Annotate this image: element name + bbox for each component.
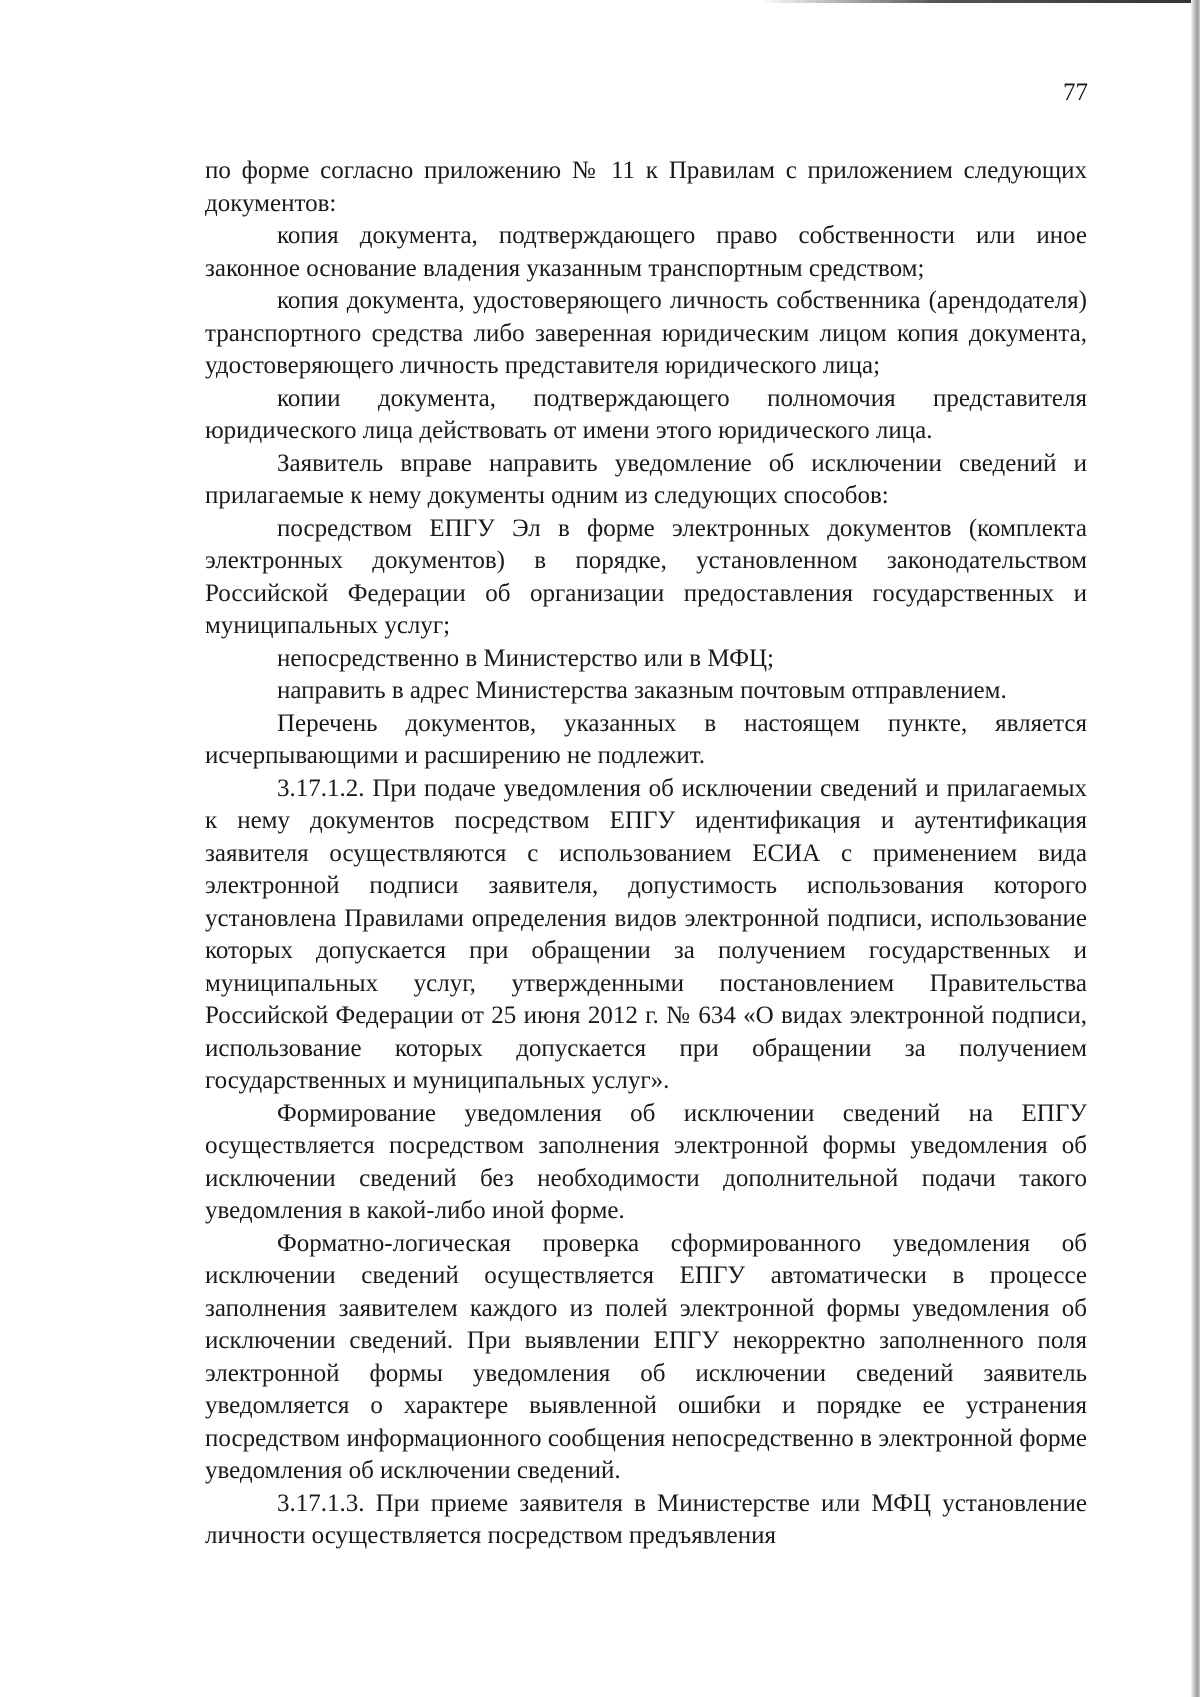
paragraph-2: копия документа, подтверждающего право собственности или иное законное основание владения указанным транспортным средством; [205, 222, 1087, 282]
paragraph-4: копии документа, подтверждающего полномочия представителя юридического лица действовать от имени этого юридического лица. [205, 384, 1087, 444]
paragraph-7: непосредственно в Министерство или в МФЦ; [277, 644, 774, 672]
paragraph-3: копия документа, удостоверяющего личность собственника (арендодателя) транспортного средства либо заверенная юридическим лицом копия документа, удостоверяющего личность представителя юридического лица; [205, 287, 1087, 379]
scan-edge-right [1191, 0, 1200, 1697]
paragraph-8: направить в адрес Министерства заказным почтовым отправлением. [277, 677, 1007, 704]
paragraph-13: 3.17.1.3. При приеме заявителя в Министерстве или МФЦ установление личности осуществляется посредством предъявления [205, 1489, 1087, 1549]
page-number: 77 [1063, 79, 1088, 106]
paragraph-12: Форматно-логическая проверка сформированного уведомления об исключении сведений осуществляется ЕПГУ автоматически в процессе заполнения заявителем каждого из полей электронной формы уведомления об исключении сведений. При выявлении ЕПГУ некорректно заполненного поля электронной формы уведомления об исключении сведений заявитель уведомляется о характере выявленной ошибки и порядке ее устранения посредством информационного сообщения непосредственно в электронной форме уведомления об исключении сведений. [205, 1229, 1087, 1484]
paragraph-11: Формирование уведомления об исключении сведений на ЕПГУ осуществляется посредством заполнения электронной формы уведомления об исключении сведений без необходимости дополнительной подачи такого уведомления в какой-либо иной форме. [205, 1099, 1087, 1224]
paragraph-1: по форме согласно приложению № 11 к Правилам с приложением следующих документов: [205, 157, 1087, 217]
document-body [205, 155, 1087, 1553]
paragraph-5: Заявитель вправе направить уведомление об исключении сведений и прилагаемые к нему документы одним из следующих способов: [205, 449, 1087, 509]
paragraph-9: Перечень документов, указанных в настоящем пункте, является исчерпывающими и расширению не подлежит. [205, 709, 1087, 769]
scan-edge-top [760, 0, 1200, 3]
paragraph-6: посредством ЕПГУ Эл в форме электронных документов (комплекта электронных документов) в порядке, установленном законодательством Российской Федерации об организации предоставления государственных и муниципальных услуг; [205, 514, 1087, 639]
paragraph-10: 3.17.1.2. При подаче уведомления об исключении сведений и прилагаемых к нему документов посредством ЕПГУ идентификация и аутентификация заявителя осуществляются с использованием ЕСИА с применением вида электронной подписи заявителя, допустимость использования которого установлена Правилами определения видов электронной подписи, использование которых допускается при обращении за получением государственных и муниципальных услуг, утвержденными постановлением Правительства Российской Федерации от 25 июня 2012 г. № 634 «О видах электронной подписи, использование которых допускается при обращении за получением государственных и муниципальных услуг». [205, 774, 1087, 1094]
